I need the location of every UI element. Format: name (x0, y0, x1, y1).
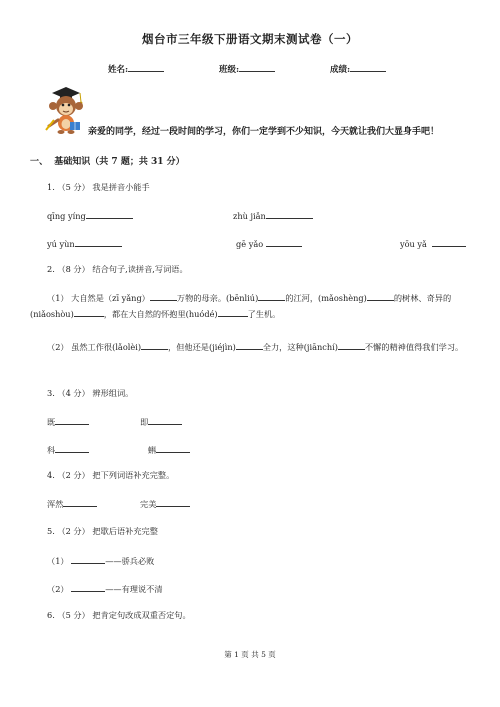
answer-blank[interactable] (55, 415, 89, 425)
char-prompt: 蝌 (148, 445, 157, 455)
q2-p1-text-d: 的树林、奇 (393, 293, 435, 303)
q3-item-1[interactable] (47, 415, 89, 428)
word-prompt: 浑然 (47, 499, 64, 509)
q1-item-5[interactable] (400, 237, 466, 249)
pinyin-prompt: yōu yǎ (400, 239, 427, 249)
char-prompt: 即 (140, 417, 149, 427)
q1-item-4[interactable] (236, 237, 302, 249)
question-2-label: 2. （8 分） 结合句子,读拼音,写词语。 (47, 264, 188, 274)
q1-item-2[interactable] (233, 209, 313, 221)
class-blank[interactable] (239, 62, 275, 72)
page-footer: 第 1 页 共 5 页 (224, 650, 276, 659)
q5-item-2[interactable] (47, 582, 163, 595)
answer-blank[interactable] (141, 340, 168, 350)
pinyin-prompt: qīng yíng (47, 211, 86, 221)
answer-blank[interactable] (148, 415, 182, 425)
q4-item-1[interactable] (47, 497, 97, 510)
q5-item-1[interactable] (47, 554, 154, 567)
answer-blank[interactable] (266, 237, 302, 247)
xiehouyu-text: ——骄兵必败 (105, 556, 155, 566)
mascot-monkey-icon (40, 84, 88, 136)
answer-blank[interactable] (266, 209, 313, 219)
question-3-label: 3. （4 分） 辨形组词。 (47, 388, 134, 398)
q3-item-4[interactable] (148, 443, 190, 456)
section-heading (30, 154, 185, 167)
answer-blank[interactable] (71, 582, 105, 592)
answer-blank[interactable] (156, 443, 190, 453)
q2-p1-text-c: 的江河，(mǎoshèng) (285, 293, 367, 303)
question-6-label: 6. （5 分） 把肯定句改成双重否定句。 (47, 610, 191, 620)
section-number: 一、 (30, 157, 49, 167)
answer-blank[interactable] (150, 291, 177, 301)
answer-blank[interactable] (55, 443, 89, 453)
question-1-label: 1. （5 分） 我是拼音小能手 (47, 182, 150, 192)
score-label: 成绩: (330, 65, 351, 75)
pinyin-prompt: yú yùn (47, 239, 75, 249)
answer-blank[interactable] (218, 307, 248, 317)
xiehouyu-text: ——有理说不清 (105, 584, 163, 594)
name-blank[interactable] (128, 62, 164, 72)
char-prompt: 既 (47, 417, 56, 427)
q2-p1-text-f: ，都在大自然的怀抱里(huódé) (103, 309, 218, 319)
section-title: 基础知识（共 7 题；共 31 分） (54, 157, 185, 167)
q2-p2-text-a: （2） 虽然工作很(lǎolèi) (47, 342, 142, 352)
q2-p2-text-c: 全力，这种(jiānchí) (262, 342, 338, 352)
q2-p2-text-d: 不懈的精神值 (364, 342, 415, 352)
q2-p1-text-b: 万物的母亲。(bēnliú) (176, 293, 259, 303)
name-field[interactable] (108, 62, 164, 75)
pinyin-prompt: zhù jiǎn (233, 211, 266, 221)
pinyin-prompt: gē yǎo (236, 239, 264, 249)
q4-item-2[interactable] (140, 497, 190, 510)
score-field[interactable] (330, 62, 386, 75)
q2-p2-text-b: ，但他还是(jiéjìn) (168, 342, 236, 352)
answer-blank[interactable] (236, 340, 263, 350)
answer-blank[interactable] (338, 340, 365, 350)
answer-blank[interactable] (74, 307, 104, 317)
q2-p2-text-e: 得我们学习。 (414, 342, 464, 352)
question-5-label: 5. （2 分） 把歇后语补充完整 (47, 526, 158, 536)
q2-p1-text-e: 异的(niǎoshòu) (30, 293, 452, 319)
answer-blank[interactable] (156, 497, 190, 507)
answer-blank[interactable] (71, 554, 105, 564)
item-number: （1） (47, 556, 69, 566)
name-label: 姓名: (108, 65, 129, 75)
q3-item-3[interactable] (47, 443, 89, 456)
answer-blank[interactable] (258, 291, 285, 301)
answer-blank[interactable] (86, 209, 133, 219)
q2-p1-text-g: 了生机。 (247, 309, 281, 319)
q2-p1-text-a: （1） 大自然是（zī yǎng） (47, 293, 150, 303)
class-field[interactable] (219, 62, 275, 75)
item-number: （2） (47, 584, 69, 594)
char-prompt: 科 (47, 445, 56, 455)
word-prompt: 完美 (140, 499, 157, 509)
answer-blank[interactable] (75, 237, 122, 247)
class-label: 班级: (219, 65, 240, 75)
answer-blank[interactable] (63, 497, 97, 507)
q2-paragraph-2 (30, 339, 470, 355)
q2-paragraph-1 (30, 290, 470, 322)
answer-blank[interactable] (432, 237, 466, 247)
q1-item-3[interactable] (47, 237, 122, 249)
question-4-label: 4. （2 分） 把下列词语补充完整。 (47, 470, 175, 480)
q1-item-1[interactable] (47, 209, 133, 221)
q3-item-2[interactable] (140, 415, 182, 428)
score-blank[interactable] (350, 62, 386, 72)
intro-text: 亲爱的同学，经过一段时间的学习，你们一定学到不少知识，今天就让我们大显身手吧！ (88, 127, 440, 137)
answer-blank[interactable] (367, 291, 394, 301)
page-title: 烟台市三年级下册语文期末测试卷（一） (142, 32, 358, 46)
